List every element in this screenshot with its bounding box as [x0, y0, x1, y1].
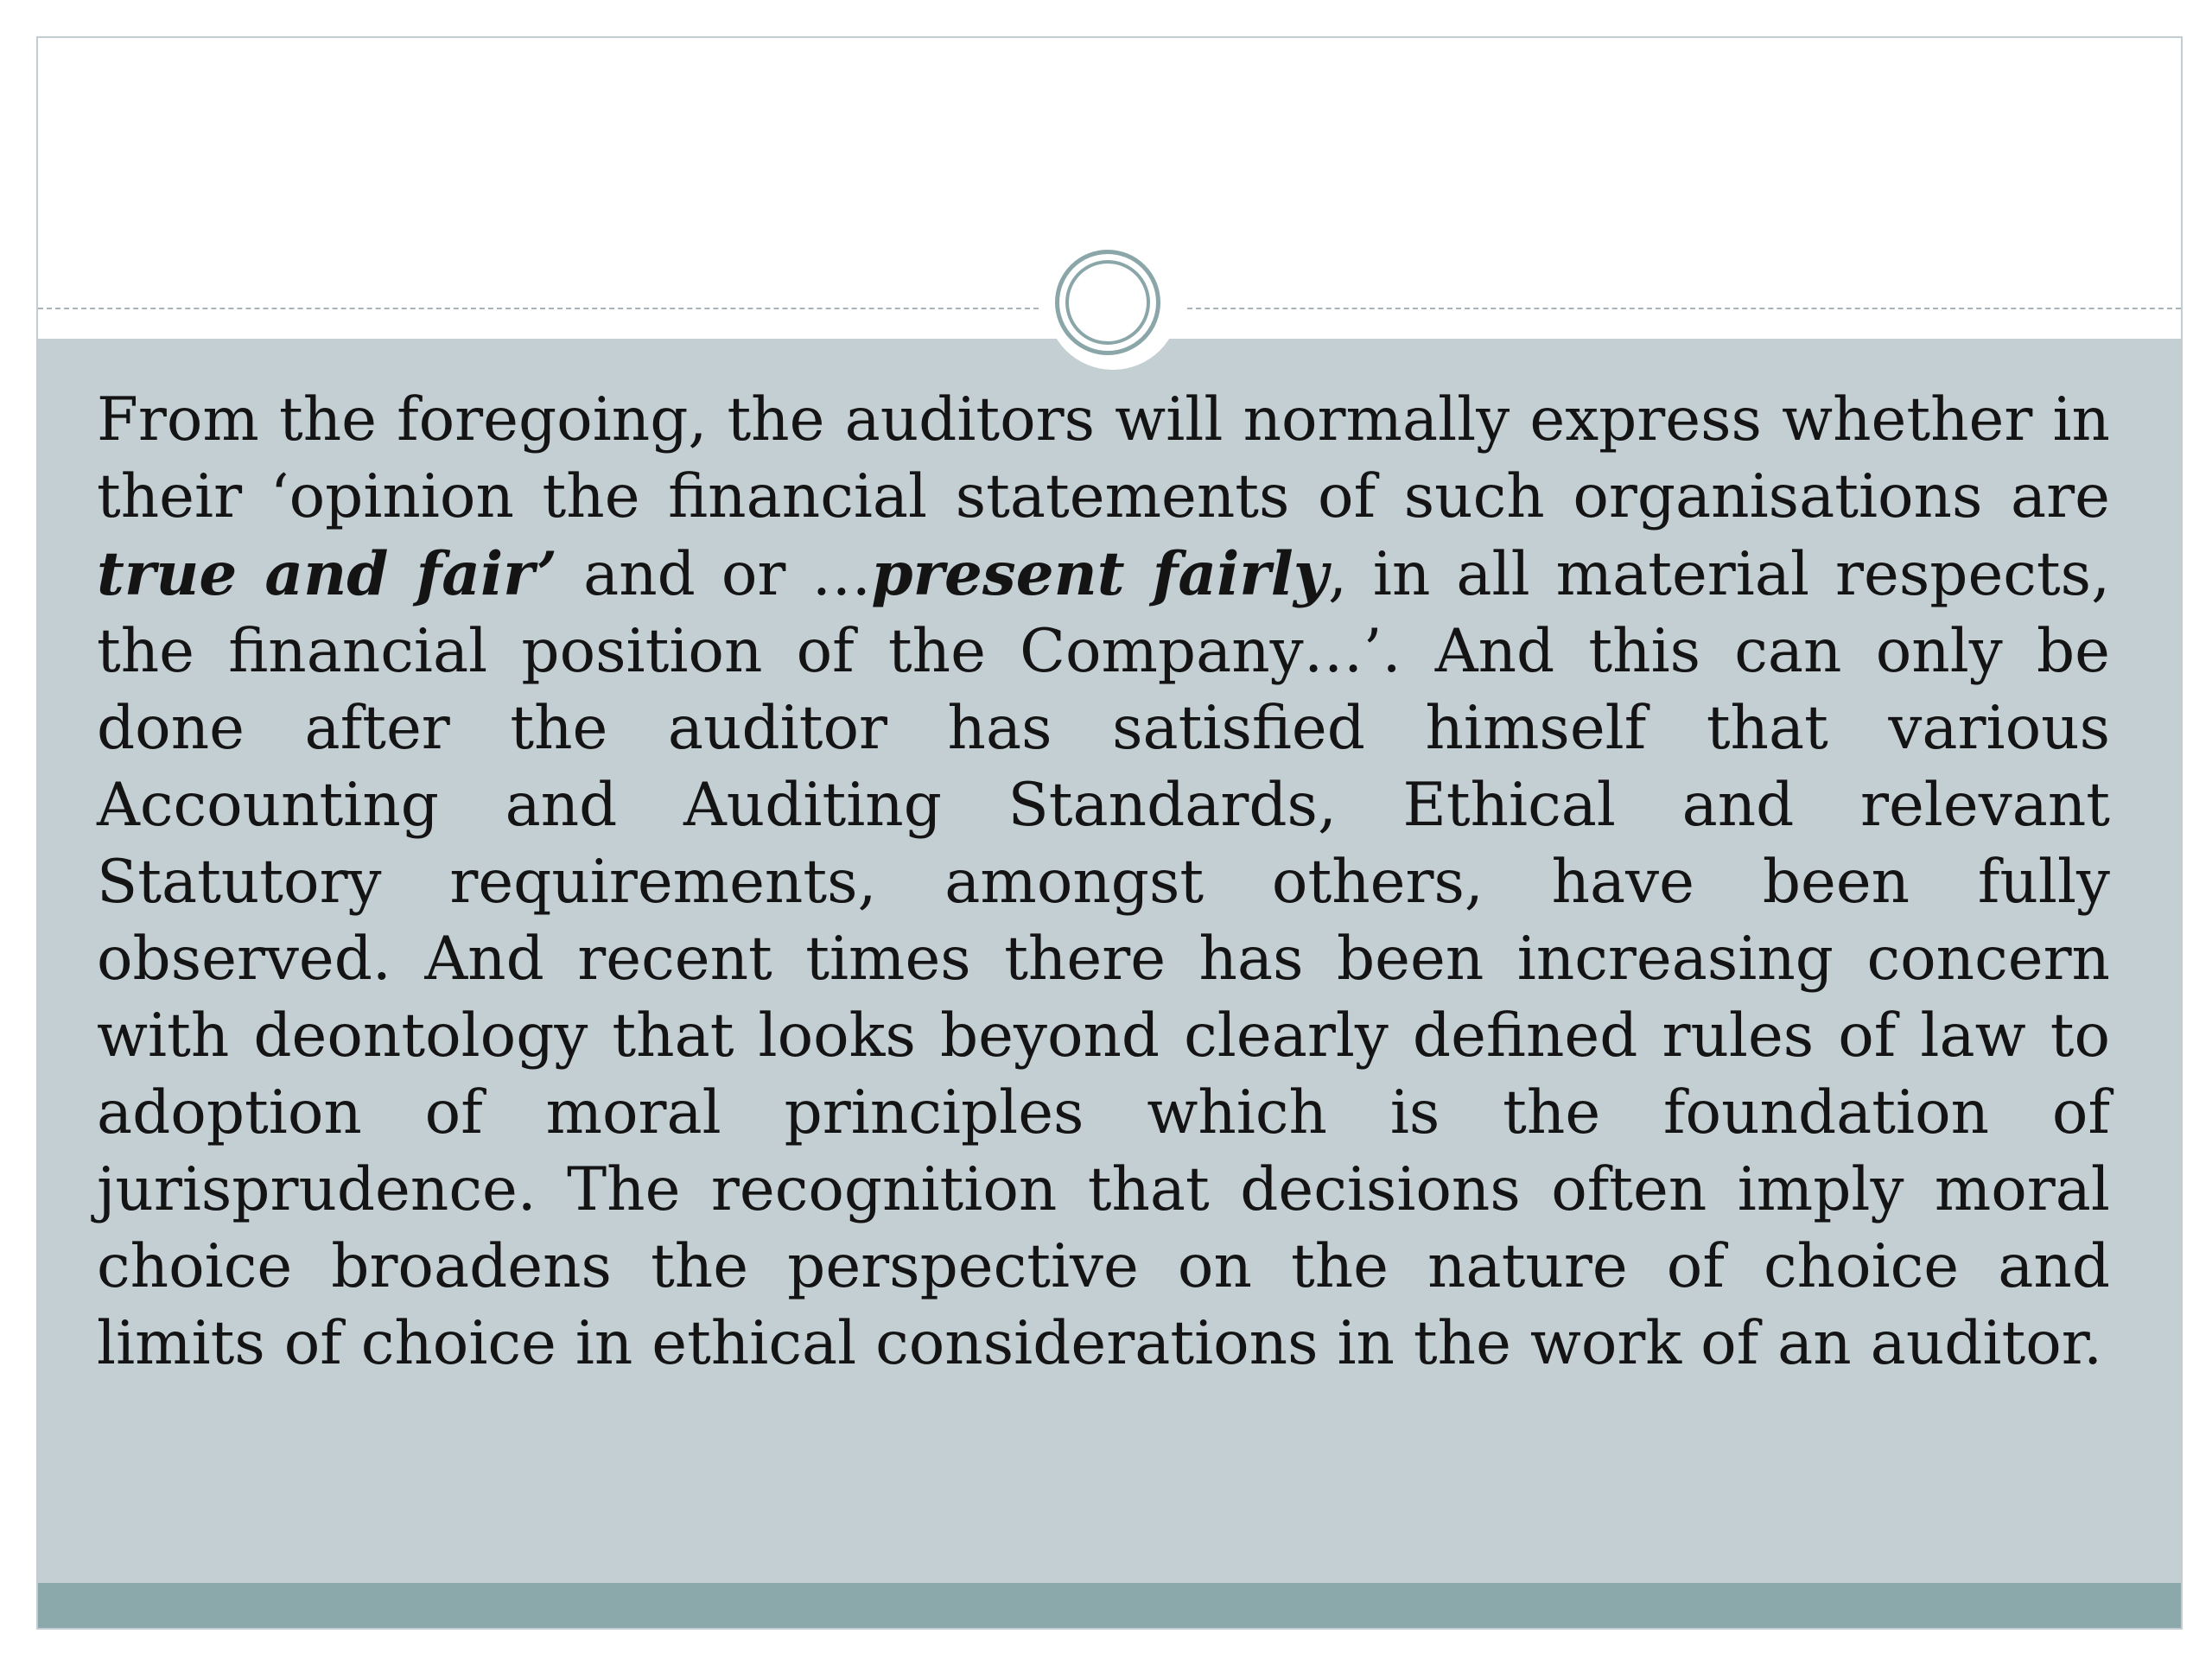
circle-ornament-inner-icon	[1065, 260, 1150, 345]
paragraph-part-3: , in all material respects, the financial position of the Company…’. And this can only be done after the auditor has satisfied himself that various Accounting and Auditing Standards, Ethical and relevant Statutory requirements, amongst others, have been fully observed. And recent times there has been increasing concern with deontology that looks beyond clearly defined rules of law to adoption of moral principles which is the foundation of jurisprudence. The recognition that decisions often imply moral choice broadens the perspective on the nature of choice and limits of choice in ethical considerations in the work of an auditor.	[97, 540, 2110, 1378]
divider-right	[1187, 308, 2181, 309]
body-paragraph	[97, 382, 2110, 1382]
emphasis-true-and-fair: true and fair’	[97, 539, 558, 609]
paragraph-part-2: and or …	[557, 540, 872, 609]
paragraph-part-1: From the foregoing, the auditors will normally express whether in their ‘opinion the financial statements of such organisations are	[97, 385, 2110, 531]
slide	[36, 36, 2183, 1630]
emphasis-present-fairly: present fairly	[871, 539, 1328, 609]
divider-left	[38, 308, 1039, 309]
footer-bar	[38, 1583, 2181, 1628]
